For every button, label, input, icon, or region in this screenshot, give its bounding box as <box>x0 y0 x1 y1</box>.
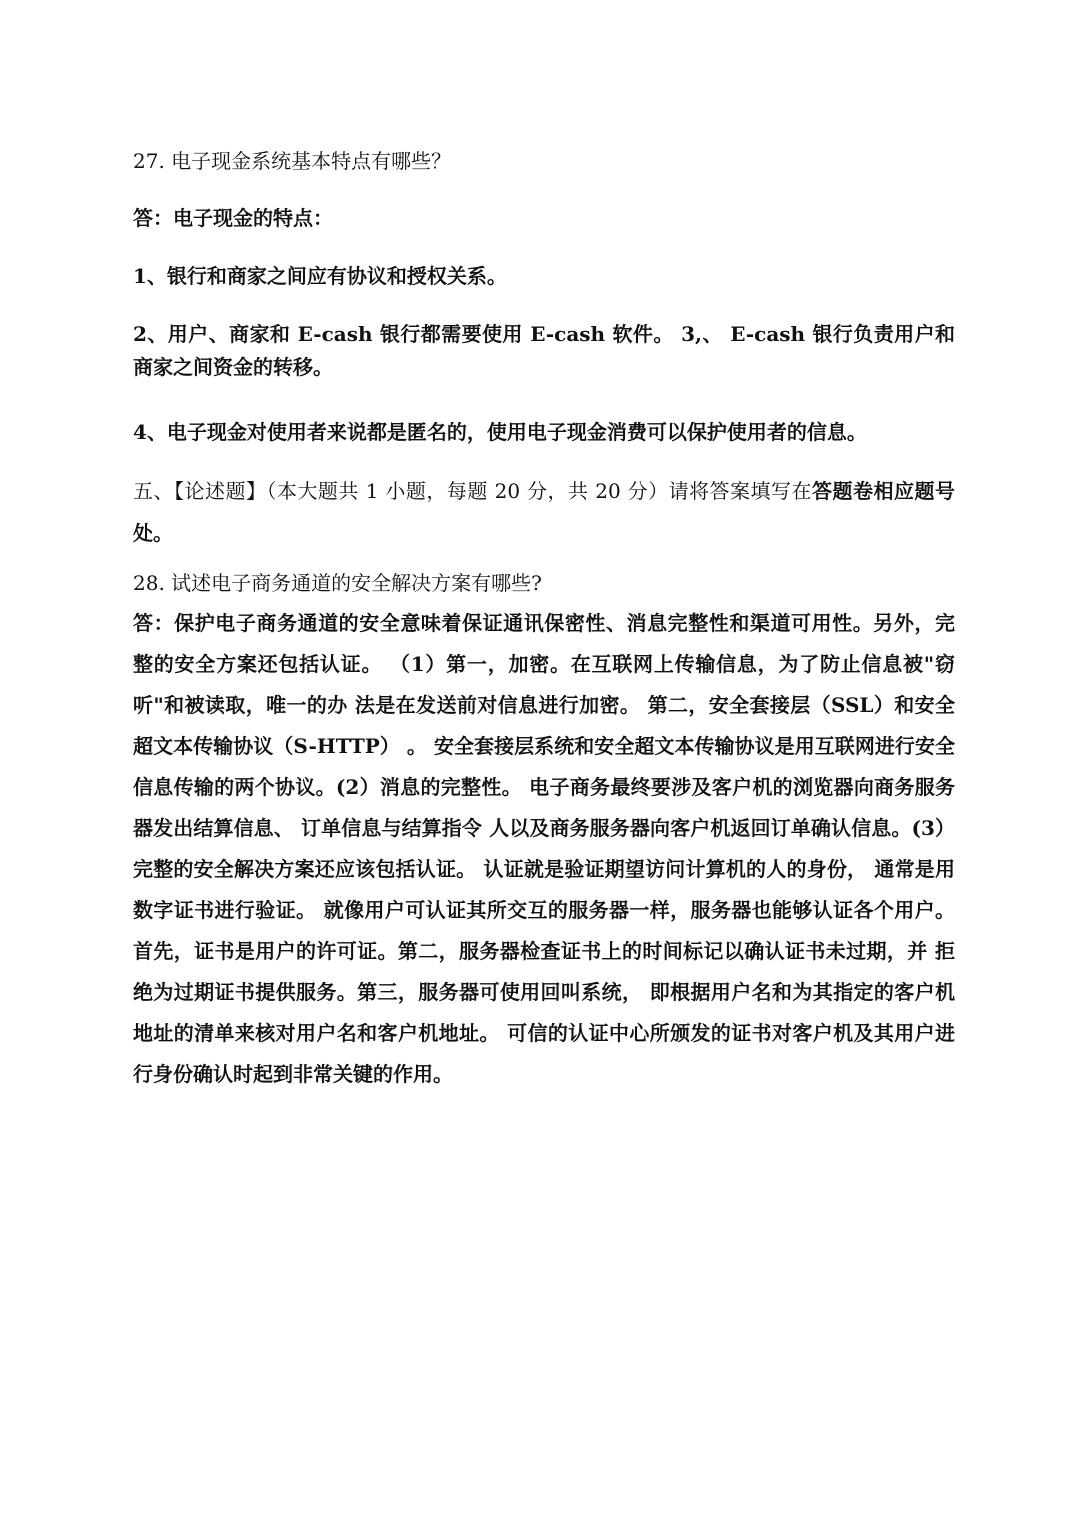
section-5-emphasis: 答题卷相应题号处。 <box>133 479 955 545</box>
section-5-text: 五、【论述题】（本大题共 1 小题，每题 20 分，共 20 分）请将答案填写在 <box>133 479 813 503</box>
question-27-title: 27. 电子现金系统基本特点有哪些？ <box>133 149 452 173</box>
answer-27-item-2-3: 2、用户、商家和 E-cash 银行都需要使用 E-cash 软件。 3,、 E-cash 银行负责用户和商家之间资金的转移。 <box>133 322 955 380</box>
answer-27-heading: 答：电子现金的特点： <box>133 206 333 230</box>
answer-27-item-1: 1、银行和商家之间应有协议和授权关系。 <box>133 264 507 288</box>
answer-28-body: 答：保护电子商务通道的安全意味着保证通讯保密性、消息完整性和渠道可用性。另外，完 整的安全方案还包括认证。 （1）第一，加密。在互联网上传输信息，为了防止信息被"窃听"和被读取，唯一的办 法是在发送前对信息进行加密。 第二，安全套接层（SSL）和安全超文本传输协议（S-HTTP） 。 安全套接层系统和安全超文本传输协议是用互联网进行安全信息传输的两个协议。(2）消息的完整性。 电子商务最终要涉及客户机的浏览器向商务服务器发出结算信息、 订单信息与结算指令 人以及商务服务器向客户机返回订单确认信息。(3） 完整的安全解决方案还应该包括认证。 认证就是验证期望访问计算机的人的身份， 通常是用数字证书进行验证。 就像用户可认证其所交互的服务器一样，服务器也能够认证各个用户。首先，证书是用户的许可证。第二，服务器检查证书上的时间标记以确认证书未过期，并 拒绝为过期证书提供服务。第三，服务器可使用回叫系统， 即根据用户名和为其指定的客户机地址的清单来核对用户名和客户机地址。 可信的认证中心所颁发的证书对客户机及其用户进行身份确认时起到非常关键的作用。 <box>133 611 955 1086</box>
answer-27-item-4: 4、电子现金对使用者来说都是匿名的，使用电子现金消费可以保护使用者的信息。 <box>133 420 867 444</box>
question-28-title: 28. 试述电子商务通道的安全解决方案有哪些? <box>133 571 542 595</box>
section-5-instructions <box>133 470 955 554</box>
